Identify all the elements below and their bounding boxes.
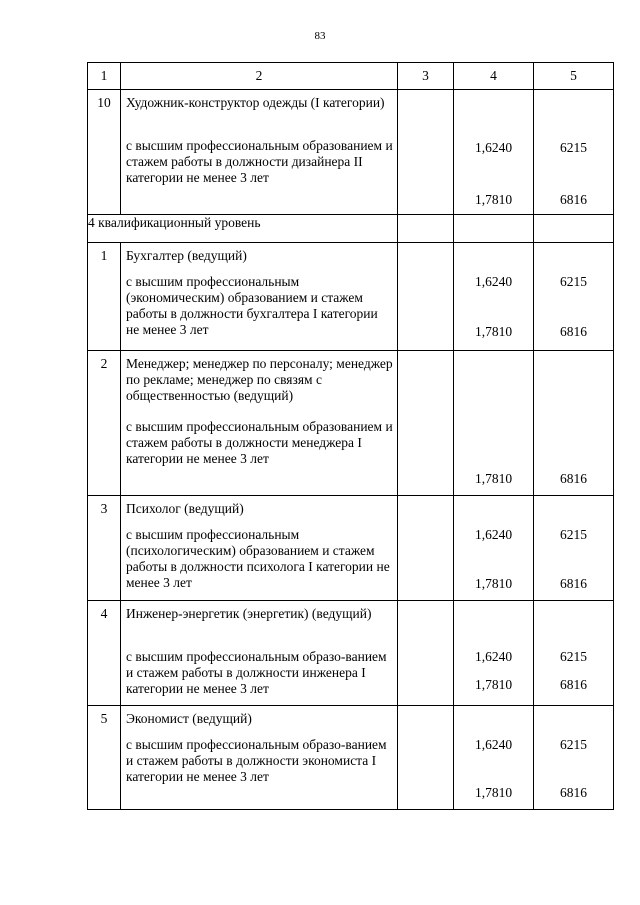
table-row bbox=[88, 90, 614, 215]
row-number: 4 bbox=[100, 606, 108, 621]
salary-cell bbox=[534, 706, 614, 810]
position-requirements: с высшим профессиональным образованием и стажем работы в должности менеджера I категории не менее 3 лет bbox=[126, 419, 393, 466]
position-requirements: с высшим профессиональным (психологическим) образованием и стажем работы в должности психолога I категории не менее 3 лет bbox=[126, 527, 390, 590]
empty-cell bbox=[398, 243, 454, 351]
salary-value: 6816 bbox=[560, 576, 587, 591]
coefficient-cell bbox=[454, 90, 534, 215]
salary-cell bbox=[534, 90, 614, 215]
coefficient-value: 1,7810 bbox=[474, 471, 513, 486]
qualification-table bbox=[87, 62, 614, 810]
salary-cell bbox=[534, 601, 614, 706]
column-header: 5 bbox=[534, 63, 614, 90]
position-cell bbox=[121, 706, 398, 810]
salary-value: 6816 bbox=[560, 192, 587, 207]
empty-cell bbox=[398, 351, 454, 496]
position-title: Художник-конструктор одежды (I категории) bbox=[126, 95, 385, 110]
position-title: Менеджер; менеджер по персоналу; менеджер по рекламе; менеджер по связям с общественностью (ведущий) bbox=[126, 356, 393, 403]
row-number-cell bbox=[88, 601, 121, 706]
coefficient-value: 1,7810 bbox=[474, 677, 513, 692]
position-requirements: с высшим профессиональным образованием и стажем работы в должности дизайнера II категории не менее 3 лет bbox=[126, 138, 393, 185]
empty-cell bbox=[454, 215, 534, 243]
salary-value: 6816 bbox=[560, 785, 587, 800]
table-row bbox=[88, 496, 614, 601]
salary-value: 6215 bbox=[560, 649, 587, 664]
coefficient-cell bbox=[454, 706, 534, 810]
column-header: 1 bbox=[88, 63, 121, 90]
row-number: 3 bbox=[100, 501, 108, 516]
row-number: 1 bbox=[100, 248, 108, 263]
row-number-cell bbox=[88, 351, 121, 496]
coefficient-cell bbox=[454, 243, 534, 351]
salary-value: 6215 bbox=[560, 140, 587, 155]
row-number: 5 bbox=[100, 711, 108, 726]
salary-value: 6215 bbox=[560, 737, 587, 752]
coefficient-value: 1,7810 bbox=[474, 324, 513, 339]
salary-value: 6215 bbox=[560, 274, 587, 289]
column-header: 2 bbox=[121, 63, 398, 90]
coefficient-value: 1,6240 bbox=[474, 737, 513, 752]
table-row bbox=[88, 706, 614, 810]
coefficient-value: 1,6240 bbox=[474, 649, 513, 664]
coefficient-value: 1,6240 bbox=[474, 527, 513, 542]
table-row bbox=[88, 601, 614, 706]
row-number-cell bbox=[88, 243, 121, 351]
row-number-cell bbox=[88, 496, 121, 601]
position-title: Инженер-энергетик (энергетик) (ведущий) bbox=[126, 606, 372, 621]
position-cell bbox=[121, 90, 398, 215]
row-number-cell bbox=[88, 706, 121, 810]
position-requirements: с высшим профессиональным (экономическим) образованием и стажем работы в должности бухгалтера I категории не менее 3 лет bbox=[126, 274, 378, 337]
page-number: 83 bbox=[314, 30, 326, 42]
salary-value: 6816 bbox=[560, 471, 587, 486]
row-number: 10 bbox=[97, 95, 111, 110]
column-header: 3 bbox=[398, 63, 454, 90]
empty-cell bbox=[398, 706, 454, 810]
position-title: Бухгалтер (ведущий) bbox=[126, 248, 247, 263]
section-row bbox=[88, 215, 614, 243]
salary-value: 6816 bbox=[560, 324, 587, 339]
row-number-cell bbox=[88, 90, 121, 215]
position-title: Психолог (ведущий) bbox=[126, 501, 244, 516]
empty-cell bbox=[398, 215, 454, 243]
empty-cell bbox=[398, 90, 454, 215]
position-cell bbox=[121, 496, 398, 601]
position-cell bbox=[121, 601, 398, 706]
coefficient-value: 1,7810 bbox=[474, 576, 513, 591]
section-title: 4 квалификационный уровень bbox=[88, 215, 398, 243]
empty-cell bbox=[398, 601, 454, 706]
salary-value: 6215 bbox=[560, 527, 587, 542]
coefficient-value: 1,7810 bbox=[474, 192, 513, 207]
position-requirements: с высшим профессиональным образо-ванием и стажем работы в должности инженера I категории не менее 3 лет bbox=[126, 649, 387, 696]
salary-value: 6816 bbox=[560, 677, 587, 692]
table-row bbox=[88, 243, 614, 351]
coefficient-cell bbox=[454, 601, 534, 706]
coefficient-cell bbox=[454, 351, 534, 496]
salary-cell bbox=[534, 351, 614, 496]
coefficient-value: 1,6240 bbox=[474, 140, 513, 155]
coefficient-value: 1,7810 bbox=[474, 785, 513, 800]
position-cell bbox=[121, 351, 398, 496]
position-cell bbox=[121, 243, 398, 351]
table-row bbox=[88, 351, 614, 496]
row-number: 2 bbox=[100, 356, 108, 371]
position-title: Экономист (ведущий) bbox=[126, 711, 252, 726]
salary-cell bbox=[534, 243, 614, 351]
coefficient-cell bbox=[454, 496, 534, 601]
position-requirements: с высшим профессиональным образо-ванием и стажем работы в должности экономиста I категории не менее 3 лет bbox=[126, 737, 387, 784]
coefficient-value: 1,6240 bbox=[474, 274, 513, 289]
empty-cell bbox=[398, 496, 454, 601]
column-header: 4 bbox=[454, 63, 534, 90]
empty-cell bbox=[534, 215, 614, 243]
salary-cell bbox=[534, 496, 614, 601]
table-header-row bbox=[88, 63, 614, 90]
